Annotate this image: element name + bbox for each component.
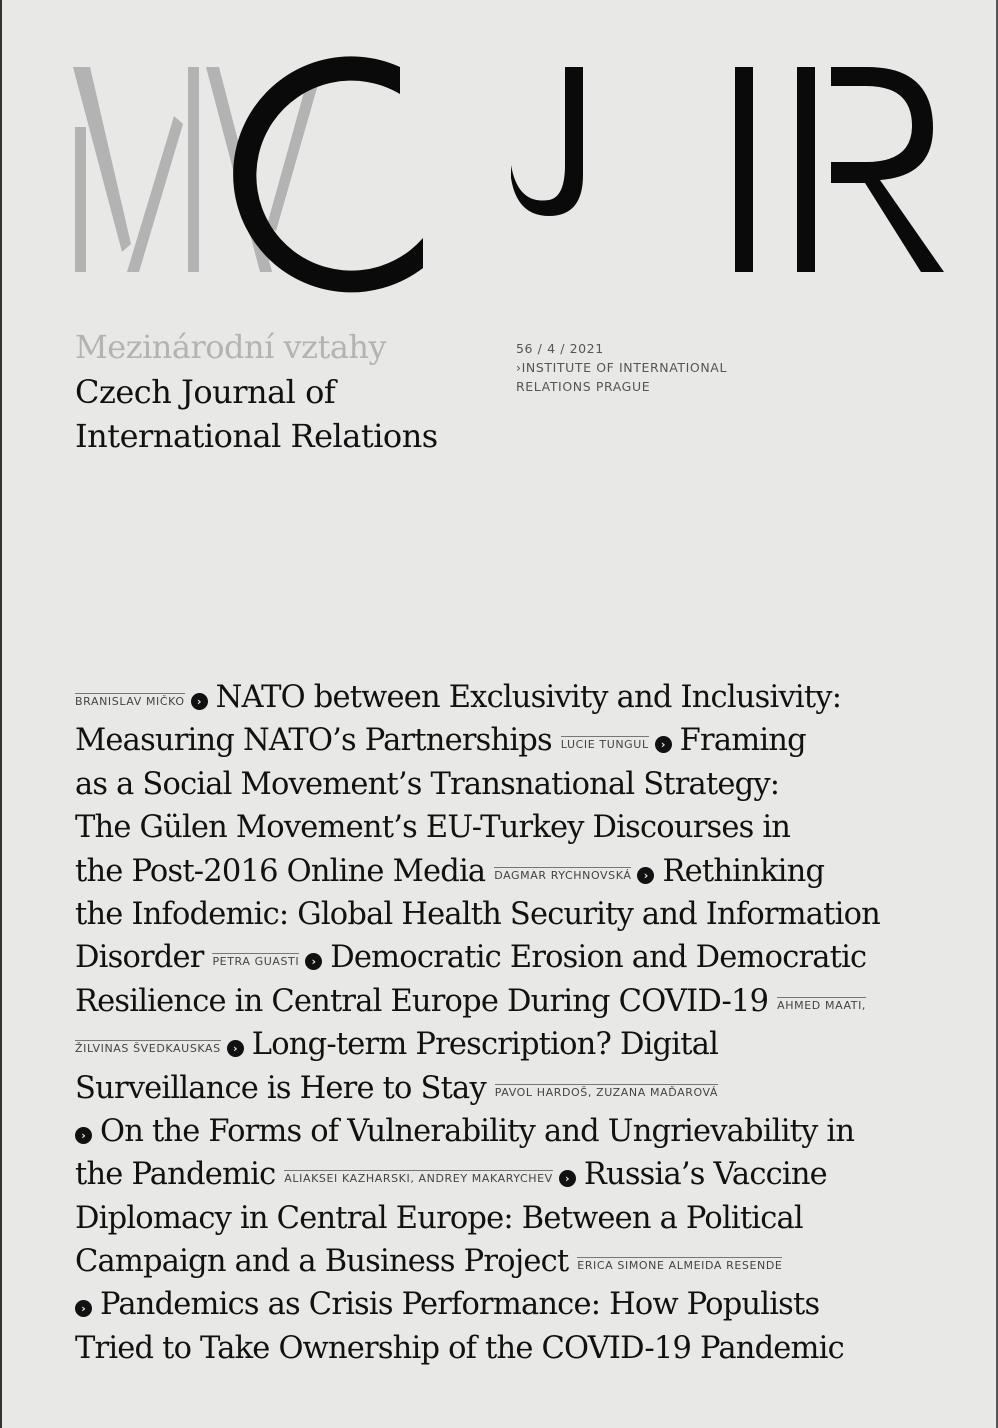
toc-line — [75, 1153, 955, 1196]
article-title-text: Resilience in Central Europe During COVID-19 — [75, 983, 778, 1019]
toc-line — [75, 893, 955, 936]
arrow-icon: › — [516, 360, 522, 375]
issue-number: 56 / 4 / 2021 — [516, 341, 604, 356]
article-title-text: Pandemics as Crisis Performance: How Populists — [100, 1287, 820, 1323]
toc-line — [75, 980, 955, 1023]
bullet-chevron-icon: › — [559, 1170, 576, 1187]
article-title-text: Russia’s Vaccine — [583, 1157, 827, 1193]
article-title-text: Tried to Take Ownership of the COVID-19 Pandemic — [75, 1330, 844, 1366]
journal-english-title — [75, 370, 438, 458]
toc-line — [75, 1110, 955, 1153]
table-of-contents — [75, 676, 955, 1370]
article-title-text: Campaign and a Business Project — [75, 1244, 578, 1280]
toc-line — [75, 1023, 955, 1066]
article-title-text: Long-term Prescription? Digital — [251, 1027, 719, 1063]
bullet-chevron-icon: › — [75, 1300, 92, 1317]
bullet-chevron-icon: › — [227, 1040, 244, 1057]
article-title-text: as a Social Movement’s Transnational Strategy: — [75, 766, 780, 802]
article-title-text: NATO between Exclusivity and Inclusivity: — [215, 680, 842, 715]
article-author: ALIAKSEI KAZHARSKI, ANDREY MAKARYCHEV — [284, 1172, 553, 1186]
article-author: PETRA GUASTI — [212, 955, 300, 969]
bullet-chevron-icon: › — [637, 867, 654, 884]
article-author: ŽILVINAS ŠVEDKAUSKAS — [75, 1042, 221, 1056]
article-title-text: Democratic Erosion and Democratic — [330, 940, 867, 976]
toc-line — [75, 676, 955, 719]
article-author: DAGMAR RYCHNOVSKÁ — [494, 868, 632, 882]
article-author: PAVOL HARDOŠ, ZUZANA MAĎAROVÁ — [494, 1085, 719, 1099]
bullet-chevron-icon: › — [305, 953, 322, 970]
toc-line — [75, 1067, 955, 1110]
toc-line — [75, 850, 955, 893]
logo-cjir-black — [233, 56, 944, 292]
toc-line — [75, 1240, 955, 1283]
article-title-text: Framing — [679, 723, 806, 759]
toc-line — [75, 1197, 955, 1240]
article-title-text: The Gülen Movement’s EU-Turkey Discourses in — [75, 810, 791, 846]
toc-line — [75, 806, 955, 849]
article-title-text: the Infodemic: Global Health Security and Information — [75, 896, 880, 932]
article-title-text: Surveillance is Here to Stay — [75, 1070, 495, 1106]
article-title-text: Disorder — [75, 940, 213, 976]
toc-line — [75, 1283, 955, 1326]
issue-info — [516, 339, 727, 396]
article-author: AHMED MAATI, — [777, 998, 867, 1012]
article-title-text: the Pandemic — [75, 1157, 285, 1193]
toc-line — [75, 1327, 955, 1370]
article-author: ERICA SIMONE ALMEIDA RESENDE — [577, 1259, 783, 1273]
bullet-chevron-icon: › — [191, 693, 208, 710]
toc-line — [75, 763, 955, 806]
article-title-text: Diplomacy in Central Europe: Between a Political — [75, 1200, 803, 1236]
publisher-line-2: RELATIONS PRAGUE — [516, 379, 651, 394]
article-title-text: On the Forms of Vulnerability and Ungrievability in — [100, 1113, 855, 1149]
article-author: BRANISLAV MIČKO — [75, 695, 185, 708]
article-author: LUCIE TUNGUL — [560, 738, 649, 752]
article-title-text: Rethinking — [662, 853, 825, 889]
publisher-line-1: INSTITUTE OF INTERNATIONAL — [521, 360, 728, 375]
toc-line — [75, 936, 955, 979]
title-line-2: International Relations — [75, 417, 438, 455]
toc-line — [75, 719, 955, 762]
title-line-1: Czech Journal of — [75, 373, 336, 411]
journal-czech-title: Mezinárodní vztahy — [75, 328, 387, 366]
bullet-chevron-icon: › — [655, 736, 672, 753]
article-title-text: the Post-2016 Online Media — [75, 853, 495, 889]
bullet-chevron-icon: › — [75, 1127, 92, 1144]
article-title-text: Measuring NATO’s Partnerships — [75, 723, 561, 759]
journal-logo — [0, 0, 998, 300]
